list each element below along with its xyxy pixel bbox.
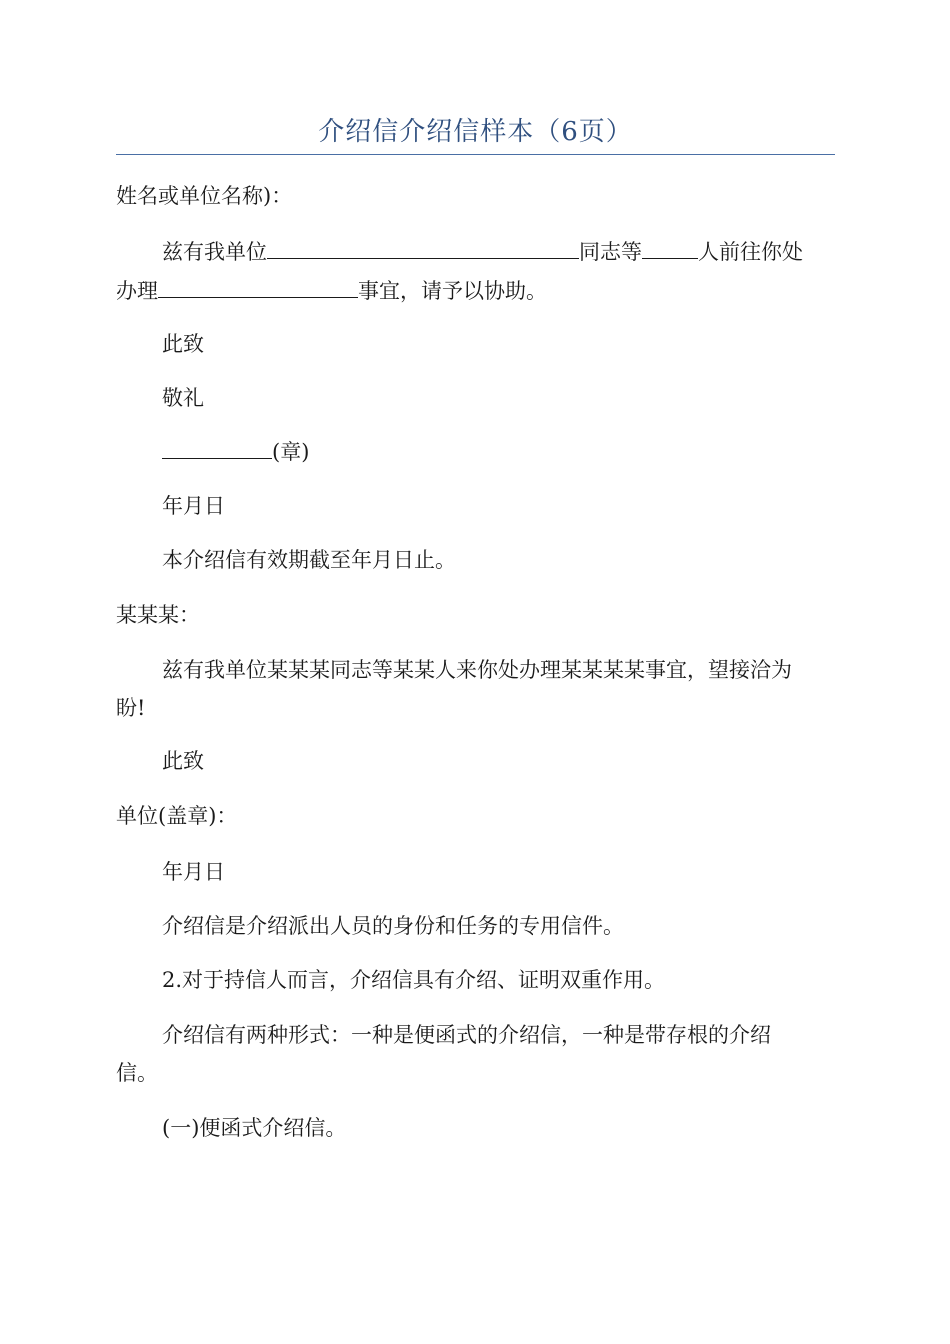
- letter2-unit: 单位(盖章)：: [116, 804, 238, 828]
- letter1-body-line2-part1: 办理: [116, 279, 158, 303]
- letter1-body-part2: 同志等: [579, 240, 642, 264]
- note-line3b: 信。: [116, 1061, 158, 1085]
- title-underline: [116, 154, 835, 155]
- letter1-date: 年月日: [162, 494, 225, 518]
- letter1-body-line2: [116, 271, 835, 311]
- letter1-seal-line: [162, 432, 835, 472]
- matter-blank: [158, 273, 358, 298]
- unit-blank: [267, 234, 579, 259]
- letter1-body-line2-part2: 事宜，请予以协助。: [358, 279, 547, 303]
- letter2-date: 年月日: [162, 860, 225, 884]
- letter2-closing: 此致: [162, 749, 204, 773]
- seal-blank: [162, 434, 272, 459]
- note-line2: 2.对于持信人而言，介绍信具有介绍、证明双重作用。: [162, 968, 666, 992]
- count-blank: [642, 234, 698, 259]
- page-title: 介绍信介绍信样本（6页）: [318, 117, 633, 147]
- letter2-salutation: 某某某：: [116, 603, 200, 627]
- letter2-body-line2: 盼!: [116, 696, 146, 720]
- letter1-body-part3: 人前往你处: [698, 240, 803, 264]
- note-line1: 介绍信是介绍派出人员的身份和任务的专用信件。: [162, 914, 624, 938]
- letter1-body-part1: 兹有我单位: [162, 240, 267, 264]
- note-line3a: 介绍信有两种形式：一种是便函式的介绍信，一种是带存根的介绍: [162, 1023, 771, 1047]
- letter1-salutation: 姓名或单位名称)：: [116, 184, 293, 208]
- letter1-body-line1: [162, 232, 835, 272]
- note-line4: (一)便函式介绍信。: [162, 1116, 347, 1140]
- letter2-body-line1: 兹有我单位某某某同志等某某人来你处办理某某某某事宜，望接洽为: [162, 658, 792, 682]
- letter1-seal: (章): [272, 440, 310, 464]
- letter1-closing2: 敬礼: [162, 386, 204, 410]
- letter1-validity: 本介绍信有效期截至年月日止。: [162, 548, 456, 572]
- letter1-closing1: 此致: [162, 332, 204, 356]
